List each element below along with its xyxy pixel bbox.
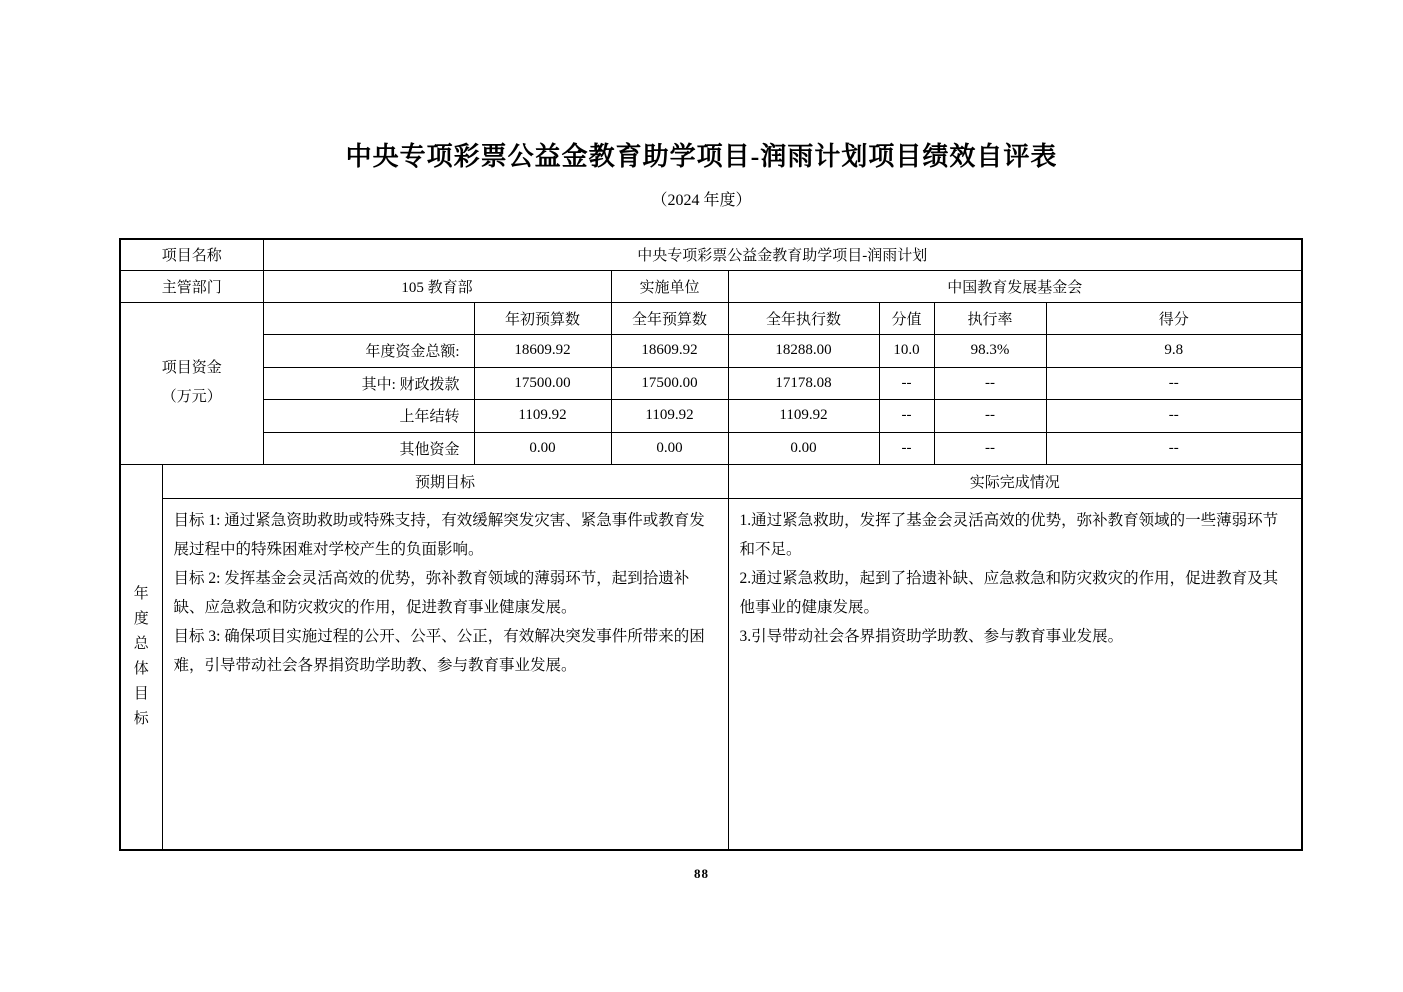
expected-goals-text — [162, 498, 728, 850]
funds-other-initial: 0.00 — [474, 432, 611, 464]
page-title: 中央专项彩票公益金教育助学项目-润雨计划项目绩效自评表 — [345, 142, 1058, 171]
funds-header-score: 得分 — [1046, 302, 1302, 334]
funds-total-rate: 98.3% — [934, 334, 1046, 367]
department-label: 主管部门 — [120, 270, 263, 302]
funds-header-annual-budget: 全年预算数 — [611, 302, 728, 334]
page-subtitle: （2024 年度） — [651, 192, 752, 209]
annual-goals-side-label — [120, 464, 162, 850]
funds-other-rate: -- — [934, 432, 1046, 464]
project-name-value: 中央专项彩票公益金教育助学项目-润雨计划 — [263, 239, 1302, 270]
annual-goals-side-label-text: 年度总体目标 — [133, 585, 149, 727]
funds-total-annual: 18609.92 — [611, 334, 728, 367]
funds-label-line1: 项目资金 — [161, 360, 222, 376]
funds-total-score: 9.8 — [1046, 334, 1302, 367]
funds-fiscal-weight: -- — [879, 367, 934, 399]
table-row — [120, 334, 1302, 367]
funds-label-text — [125, 354, 259, 412]
goal-paragraph: 1.通过紧急救助，发挥了基金会灵活高效的优势，弥补教育领域的一些薄弱环节和不足。 — [739, 511, 1279, 558]
funds-total-initial: 18609.92 — [474, 334, 611, 367]
table-row — [120, 399, 1302, 432]
funds-total-weight: 10.0 — [879, 334, 934, 367]
funds-label-line2: （万元） — [161, 389, 222, 405]
implementer-value: 中国教育发展基金会 — [728, 270, 1302, 302]
funds-other-execution: 0.00 — [728, 432, 879, 464]
funds-section-label — [120, 302, 263, 464]
empty-cell — [263, 302, 474, 334]
funds-header-initial-budget: 年初预算数 — [474, 302, 611, 334]
actual-completion-header: 实际完成情况 — [728, 464, 1302, 498]
implementer-label: 实施单位 — [611, 270, 728, 302]
evaluation-table — [119, 238, 1303, 851]
funds-carryover-weight: -- — [879, 399, 934, 432]
funds-row-total-label: 年度资金总额: — [263, 334, 474, 367]
funds-fiscal-execution: 17178.08 — [728, 367, 879, 399]
funds-fiscal-score: -- — [1046, 367, 1302, 399]
table-row — [120, 432, 1302, 464]
page-number: 88 — [694, 866, 709, 881]
funds-other-annual: 0.00 — [611, 432, 728, 464]
goal-paragraph: 目标 1: 通过紧急资助救助或特殊支持，有效缓解突发灾害、紧急事件或教育发展过程中的特殊困难对学校产生的负面影响。 — [173, 511, 705, 558]
expected-goals-header: 预期目标 — [162, 464, 728, 498]
project-name-label: 项目名称 — [120, 239, 263, 270]
goal-paragraph: 目标 3: 确保项目实施过程的公开、公平、公正，有效解决突发事件所带来的困难，引导带动社会各界捐资助学助教、参与教育事业发展。 — [173, 627, 705, 674]
goal-paragraph: 3.引导带动社会各界捐资助学助教、参与教育事业发展。 — [739, 627, 1124, 645]
goal-paragraph: 2.通过紧急救助，起到了拾遗补缺、应急救急和防灾救灾的作用，促进教育及其他事业的健康发展。 — [739, 569, 1279, 616]
funds-row-other-label: 其他资金 — [263, 432, 474, 464]
funds-carryover-execution: 1109.92 — [728, 399, 879, 432]
funds-carryover-rate: -- — [934, 399, 1046, 432]
funds-fiscal-rate: -- — [934, 367, 1046, 399]
funds-carryover-score: -- — [1046, 399, 1302, 432]
funds-other-weight: -- — [879, 432, 934, 464]
department-value: 105 教育部 — [263, 270, 611, 302]
goal-paragraph: 目标 2: 发挥基金会灵活高效的优势，弥补教育领域的薄弱环节，起到拾遗补缺、应急救急和防灾救灾的作用，促进教育事业健康发展。 — [173, 569, 690, 616]
funds-row-carryover-label: 上年结转 — [263, 399, 474, 432]
funds-fiscal-annual: 17500.00 — [611, 367, 728, 399]
funds-header-execution-rate: 执行率 — [934, 302, 1046, 334]
funds-header-annual-execution: 全年执行数 — [728, 302, 879, 334]
funds-fiscal-initial: 17500.00 — [474, 367, 611, 399]
funds-carryover-initial: 1109.92 — [474, 399, 611, 432]
actual-completion-text — [728, 498, 1302, 850]
funds-other-score: -- — [1046, 432, 1302, 464]
funds-carryover-annual: 1109.92 — [611, 399, 728, 432]
funds-header-score-weight: 分值 — [879, 302, 934, 334]
funds-row-fiscal-label: 其中: 财政拨款 — [263, 367, 474, 399]
table-row — [120, 367, 1302, 399]
funds-total-execution: 18288.00 — [728, 334, 879, 367]
